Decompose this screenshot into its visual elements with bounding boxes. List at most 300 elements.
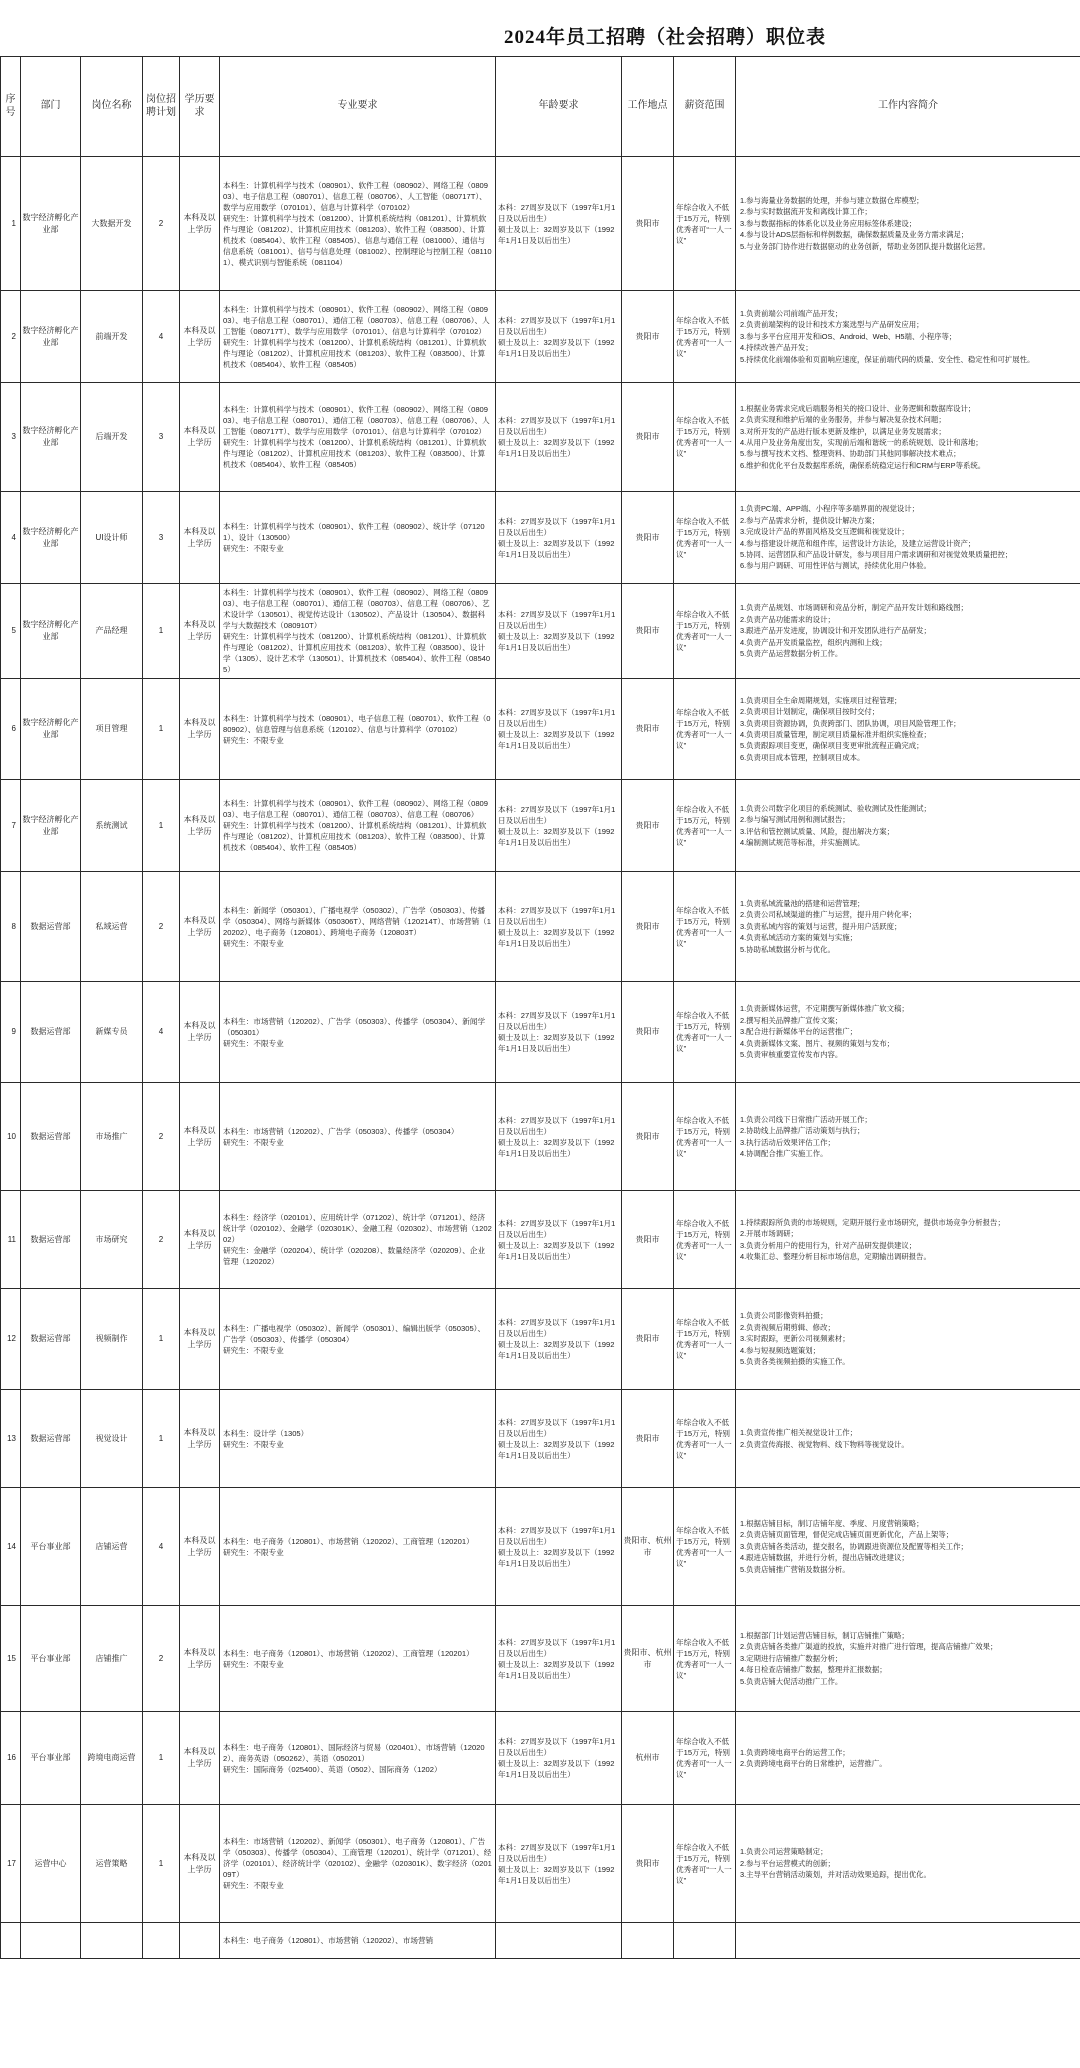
cell-place — [622, 1606, 674, 1712]
cell-place — [622, 1712, 674, 1805]
cell-age — [496, 872, 622, 982]
table-row — [1, 291, 1080, 383]
cell-place-text: 贵阳市、杭州市 — [623, 1535, 672, 1557]
cell-dept — [21, 780, 81, 872]
cell-no-text: 11 — [7, 1234, 16, 1244]
cell-no-text: 16 — [7, 1753, 16, 1763]
cell-edu-text: 本科及以上学历 — [183, 1328, 216, 1349]
cell-edu-text: 本科及以上学历 — [183, 1535, 216, 1557]
cell-count-text: 1 — [158, 1334, 164, 1344]
cell-salary — [674, 1712, 736, 1805]
cell-salary — [674, 1488, 736, 1606]
cell-duty — [736, 1191, 1080, 1289]
cell-no — [1, 1390, 21, 1488]
cell-dept — [21, 679, 81, 780]
cell-count-text: 2 — [158, 921, 164, 931]
cell-age — [496, 1712, 622, 1805]
cell-salary-text: 年综合收入不低于15万元，特别优秀者可“一人一议” — [676, 708, 732, 750]
cell-major-text: 本科生：电子商务（120801）、市场营销（120202）、工商管理（120201） 研究生：不限专业 — [223, 1648, 474, 1669]
cell-dept-text: 运营中心 — [34, 1858, 67, 1868]
cell-dept-text: 数字经济孵化产业部 — [22, 718, 79, 739]
table-row — [1, 1805, 1080, 1923]
cell-duty-text: 1.负责项目全生命周期规划，实施项目过程管理； 2.负责项目计划制定，确保项目按时交付； 3.负责项目资源协调，负责跨部门、团队协调，项目风险管理工作； 4.负责项目质量管理，制定项目质量标准并组织实施检查； 5.负责跟踪项目变更，确保项目变更审批流程正确完成； 6.负责项目成本管理，控制项目成本。 — [740, 695, 961, 762]
cell-no-text: 9 — [11, 1027, 16, 1037]
cell-edu — [180, 492, 220, 584]
cell-duty-text: 1.负责跨境电商平台的运营工作； 2.负责跨境电商平台的日常维护，运营推广。 — [740, 1747, 887, 1768]
cell-dept-text: 数字经济孵化产业部 — [22, 526, 79, 548]
cell-salary — [674, 982, 736, 1083]
cell-place-text: 贵阳市 — [635, 1334, 660, 1344]
cell-dept — [21, 872, 81, 982]
cell-position — [81, 157, 143, 291]
cell-salary — [674, 584, 736, 679]
cell-edu-text: 本科及以上学历 — [183, 212, 216, 234]
cell-major — [220, 780, 496, 872]
cell-place — [622, 1289, 674, 1390]
cell-place — [622, 383, 674, 492]
cell-position — [81, 872, 143, 982]
table-row — [1, 1289, 1080, 1390]
cell-position — [81, 1390, 143, 1488]
cell-dept — [21, 157, 81, 291]
table-row — [1, 1083, 1080, 1191]
cell-edu-text: 本科及以上学历 — [183, 426, 216, 447]
cell-count-text: 3 — [158, 532, 164, 542]
cell-edu-text: 本科及以上学历 — [183, 325, 216, 347]
cell-position — [81, 1923, 143, 1959]
cell-dept-text: 数据运营部 — [30, 1334, 71, 1344]
cell-major-text: 本科生：计算机科学与技术（080901）、软件工程（080902）、网络工程（080903）、电子信息工程（080701）、通信工程（080703）、信息工程（080706）、人工智能（080717T）、数学与应用数学（070101）、信息与计算科学（070102） 研究生：计算机科学与技术（081200）、计算机系统结构（081201）、计算机软件与理论（081202）、计算机应用技术（081203）、软件工程（083500）、计算机技术（085404）、软件工程（085405） — [223, 405, 490, 469]
cell-dept — [21, 982, 81, 1083]
cell-salary — [674, 157, 736, 291]
cell-age-text: 本科：27周岁及以下（1997年1月1日及以后出生） 硕士及以上：32周岁及以下（1992年1月1日及以后出生） — [498, 1417, 616, 1460]
cell-count-text: 1 — [158, 626, 164, 636]
cell-count — [143, 1488, 180, 1606]
cell-major — [220, 1712, 496, 1805]
cell-age-text: 本科：27周岁及以下（1997年1月1日及以后出生） 硕士及以上：32周岁及以下（1992年1月1日及以后出生） — [498, 1637, 616, 1680]
cell-salary-text: 年综合收入不低于15万元，特别优秀者可“一人一议” — [676, 905, 732, 948]
cell-edu — [180, 291, 220, 383]
cell-no-text: 7 — [11, 820, 16, 830]
table-row — [1, 492, 1080, 584]
cell-edu — [180, 872, 220, 982]
cell-position — [81, 584, 143, 679]
header-row — [1, 57, 1080, 157]
cell-salary-text: 年综合收入不低于15万元，特别优秀者可“一人一议” — [676, 1115, 732, 1158]
cell-position — [81, 780, 143, 872]
cell-dept — [21, 1923, 81, 1959]
cell-age-text: 本科：27周岁及以下（1997年1月1日及以后出生） 硕士及以上：32周岁及以下（1992年1月1日及以后出生） — [498, 1218, 616, 1261]
cell-count-text: 1 — [158, 1858, 164, 1868]
cell-salary — [674, 1923, 736, 1959]
cell-dept — [21, 1390, 81, 1488]
cell-no-text: 6 — [11, 724, 16, 734]
cell-count-text: 1 — [158, 1753, 164, 1763]
cell-edu-text: 本科及以上学历 — [183, 915, 216, 937]
cell-position — [81, 1712, 143, 1805]
cell-age — [496, 1289, 622, 1390]
cell-no-text: 4 — [11, 532, 16, 542]
cell-major — [220, 982, 496, 1083]
cell-duty — [736, 584, 1080, 679]
cell-duty-text: 1.负责公司线下日常推广活动开展工作； 2.协助线上品牌推广活动策划与执行； 3.执行活动后效果评估工作； 4.协调配合推广实施工作。 — [740, 1114, 872, 1158]
cell-count — [143, 157, 180, 291]
cell-duty-text: 1.负责公司运营策略制定； 2.参与平台运营模式的创新； 3.主导平台营销活动策划，并对活动效果追踪，提出优化。 — [740, 1847, 931, 1880]
cell-salary — [674, 679, 736, 780]
cell-age — [496, 1606, 622, 1712]
table-row — [1, 1488, 1080, 1606]
cell-edu-text: 本科及以上学历 — [183, 718, 216, 739]
header-major: 专业要求 — [220, 57, 496, 157]
cell-no — [1, 1289, 21, 1390]
cell-duty-text: 1.负责公司数字化项目的系统测试、验收测试及性能测试； 2.参与编写测试用例和测试报告； 3.评估和管控测试质量、风险，提出解决方案； 4.编制测试规范等标准，并实施测试。 — [740, 803, 931, 847]
cell-age-text: 本科：27周岁及以下（1997年1月1日及以后出生） 硕士及以上：32周岁及以下（1992年1月1日及以后出生） — [498, 1842, 616, 1885]
cell-position-text: 店铺推广 — [95, 1653, 128, 1663]
cell-no — [1, 1712, 21, 1805]
cell-dept — [21, 1289, 81, 1390]
cell-position — [81, 1083, 143, 1191]
cell-place-text: 贵阳市 — [635, 1027, 660, 1037]
cell-position — [81, 1488, 143, 1606]
cell-position-text: 前端开发 — [95, 331, 128, 341]
cell-major — [220, 1923, 496, 1959]
cell-duty-text: 1.负责前端公司前端产品开发； 2.负责前端架构的设计和技术方案选型与产品研发应用； 3.参与多平台应用开发和iOS、Android、Web、H5端、小程序等； 4.持续改善产品开发； 5.持续优化前端体验和页面响应速度，保证前端代码的质量、安全性、稳定性和可扩展性。 — [740, 308, 1035, 364]
cell-position — [81, 679, 143, 780]
cell-position — [81, 291, 143, 383]
cell-age — [496, 1191, 622, 1289]
cell-major — [220, 1191, 496, 1289]
cell-no — [1, 291, 21, 383]
header-edu: 学历要求 — [180, 57, 220, 157]
cell-count-text: 4 — [158, 1541, 164, 1551]
cell-dept-text: 平台事业部 — [30, 1753, 71, 1763]
cell-count-text: 4 — [158, 331, 164, 341]
cell-age — [496, 383, 622, 492]
cell-place-text: 贵阳市 — [635, 1858, 660, 1868]
cell-place-text: 贵阳市、杭州市 — [623, 1647, 672, 1669]
cell-dept-text: 数据运营部 — [30, 1027, 71, 1037]
cell-place-text: 贵阳市 — [635, 921, 660, 931]
cell-count — [143, 1390, 180, 1488]
cell-major — [220, 383, 496, 492]
cell-duty-text: 1.根据业务需求完成后端服务相关的接口设计、业务逻辑和数据库设计； 2.负责实现和维护后端的业务服务，并参与解决复杂技术问题； 3.对所开发的产品进行版本更新及维护，以满足业务发展需求； 4.从用户及业务角度出发，实现前后端和谐统一的系统规划、设计和落地； 5.参与撰写技术文档、整理资料、协助部门其他同事解决技术难点； 6.维护和优化平台及数据库系统，确保系统稳定运行和CRM与ERP等系统。 — [740, 403, 986, 470]
cell-duty — [736, 1805, 1080, 1923]
cell-place — [622, 872, 674, 982]
cell-major-text: 本科生：市场营销（120202）、新闻学（050301）、电子商务（120801）、广告学（050303）、传播学（050304）、工商管理（120201）、统计学（071201）、经济学（020101）、经济统计学（020102）、金融学（020301K）、数字经济（020109T） 研究生：不限专业 — [223, 1837, 492, 1890]
cell-place — [622, 1191, 674, 1289]
cell-age — [496, 1923, 622, 1959]
cell-major-text: 本科生：计算机科学与技术（080901）、软件工程（080902）、网络工程（080903）、电子信息工程（080701）、通信工程（080703）、信息工程（080706）、人工智能（080717T）、数学与应用数学（070101）、信息与计算科学（070102） 研究生：计算机科学与技术（081200）、计算机系统结构（081201）、计算机软件与理论（081202）、计算机应用技术（081203）、软件工程（083500）、计算机技术（085404）、软件工程（085405） — [223, 304, 490, 369]
cell-position — [81, 1606, 143, 1712]
cell-no — [1, 1805, 21, 1923]
cell-edu-text: 本科及以上学历 — [183, 1647, 216, 1669]
cell-major — [220, 1390, 496, 1488]
cell-count — [143, 383, 180, 492]
cell-edu-text: 本科及以上学历 — [183, 1747, 216, 1768]
cell-age-text: 本科：27周岁及以下（1997年1月1日及以后出生） 硕士及以上：32周岁及以下（1992年1月1日及以后出生） — [498, 708, 616, 750]
cell-age — [496, 780, 622, 872]
cell-count — [143, 492, 180, 584]
cell-duty — [736, 1488, 1080, 1606]
cell-no-text: 3 — [11, 432, 16, 442]
cell-place — [622, 584, 674, 679]
cell-salary — [674, 1083, 736, 1191]
table-row — [1, 1390, 1080, 1488]
header-position: 岗位名称 — [81, 57, 143, 157]
cell-edu — [180, 1289, 220, 1390]
cell-dept — [21, 492, 81, 584]
cell-major — [220, 1805, 496, 1923]
cell-edu — [180, 1191, 220, 1289]
cell-edu — [180, 157, 220, 291]
cell-count-text: 1 — [158, 724, 164, 734]
cell-edu — [180, 1606, 220, 1712]
table-row — [1, 872, 1080, 982]
cell-edu-text: 本科及以上学历 — [183, 1021, 216, 1042]
cell-major-text: 本科生：计算机科学与技术（080901）、电子信息工程（080701）、软件工程（080902）、信息管理与信息系统（120102）、信息与计算科学（070102） 研究生：不限专业 — [223, 713, 491, 745]
cell-age — [496, 492, 622, 584]
cell-age-text: 本科：27周岁及以下（1997年1月1日及以后出生） 硕士及以上：32周岁及以下（1992年1月1日及以后出生） — [498, 1737, 616, 1779]
cell-dept-text: 数字经济孵化产业部 — [22, 325, 79, 347]
cell-place — [622, 780, 674, 872]
cell-major-text: 本科生：广播电视学（050302）、新闻学（050301）、编辑出版学（050305）、广告学（050303）、传播学（050304） 研究生：不限专业 — [223, 1323, 486, 1355]
cell-major — [220, 679, 496, 780]
header-salary: 薪资范围 — [674, 57, 736, 157]
cell-duty — [736, 492, 1080, 584]
cell-duty — [736, 1390, 1080, 1488]
cell-position-text: 新媒专员 — [95, 1027, 128, 1037]
cell-edu-text: 本科及以上学历 — [183, 1427, 216, 1449]
cell-major-text: 本科生：新闻学（050301）、广播电视学（050302）、广告学（050303）、传播学（050304）、网络与新媒体（050306T）、网络营销（120214T）、市场营销（120202）、电子商务（120801）、跨境电子商务（120803T） 研究生：不限专业 — [223, 905, 491, 948]
cell-duty — [736, 1606, 1080, 1712]
cell-edu — [180, 982, 220, 1083]
cell-salary-text: 年综合收入不低于15万元，特别优秀者可“一人一议” — [676, 1637, 732, 1680]
cell-dept — [21, 1805, 81, 1923]
cell-dept-text: 数据运营部 — [30, 1234, 71, 1244]
cell-major-text: 本科生：计算机科学与技术（080901）、软件工程（080902）、网络工程（080903）、电子信息工程（080701）、通信工程（080703）、信息工程（080706） 研究生：计算机科学与技术（081200）、计算机系统结构（081201）、计算机软件与理论（081202）、计算机应用技术（081203）、软件工程（083500）、计算机技术（085404）、软件工程（085405） — [223, 799, 489, 852]
cell-position-text: 产品经理 — [95, 626, 128, 636]
cell-position — [81, 1805, 143, 1923]
cell-age-text: 本科：27周岁及以下（1997年1月1日及以后出生） 硕士及以上：32周岁及以下（1992年1月1日及以后出生） — [498, 416, 616, 458]
cell-count — [143, 1083, 180, 1191]
cell-place-text: 杭州市 — [635, 1753, 660, 1763]
header-age: 年龄要求 — [496, 57, 622, 157]
cell-no — [1, 1488, 21, 1606]
cell-age — [496, 982, 622, 1083]
cell-no-text: 8 — [11, 921, 16, 931]
cell-position-text: 运营策略 — [95, 1858, 128, 1868]
cell-count-text: 2 — [158, 218, 164, 228]
cell-count — [143, 1923, 180, 1959]
cell-age-text: 本科：27周岁及以下（1997年1月1日及以后出生） 硕士及以上：32周岁及以下（1992年1月1日及以后出生） — [498, 610, 616, 652]
cell-no-text: 14 — [7, 1541, 16, 1551]
cell-edu — [180, 1805, 220, 1923]
cell-salary — [674, 1191, 736, 1289]
cell-edu — [180, 780, 220, 872]
cell-age — [496, 679, 622, 780]
cell-position — [81, 982, 143, 1083]
cell-place-text: 贵阳市 — [635, 1234, 660, 1244]
cell-dept — [21, 1606, 81, 1712]
table-row — [1, 679, 1080, 780]
cell-no-text: 10 — [7, 1131, 16, 1141]
cell-no — [1, 982, 21, 1083]
cell-major-text: 本科生：市场营销（120202）、广告学（050303）、传播学（050304）、新闻学（050301） 研究生：不限专业 — [223, 1016, 486, 1048]
cell-major — [220, 872, 496, 982]
table-row — [1, 383, 1080, 492]
cell-no-text: 13 — [7, 1433, 16, 1443]
cell-salary-text: 年综合收入不低于15万元，特别优秀者可“一人一议” — [676, 1011, 732, 1053]
header-count: 岗位招聘计划 — [143, 57, 180, 157]
cell-edu-text: 本科及以上学历 — [183, 620, 216, 641]
cell-major-text: 本科生：电子商务（120801）、国际经济与贸易（020401）、市场营销（120202）、商务英语（050262）、英语（050201） 研究生：国际商务（025400）、英语（0502）、国际商务（1202） — [223, 1742, 485, 1774]
table-row — [1, 584, 1080, 679]
cell-salary — [674, 492, 736, 584]
cell-place — [622, 1805, 674, 1923]
cell-major-text: 本科生：计算机科学与技术（080901）、软件工程（080902）、统计学（071201）、设计（130500） 研究生：不限专业 — [223, 522, 485, 553]
cell-age — [496, 291, 622, 383]
cell-salary-text: 年综合收入不低于15万元，特别优秀者可“一人一议” — [676, 1525, 732, 1568]
cell-count — [143, 1191, 180, 1289]
page-title: 2024年员工招聘（社会招聘）职位表 — [503, 27, 826, 48]
cell-no — [1, 679, 21, 780]
cell-place-text: 贵阳市 — [635, 432, 660, 442]
cell-duty-text: 1.参与海量业务数据的处理，并参与建立数据仓库模型； 2.参与实时数据流开发和离线计算工作； 3.参与数据指标的体系化以及业务应用标签体系建设； 4.参与设计ADS层指标和样例数据，确保数据质量及业务方需求满足； 5.与业务部门协作进行数据驱动的业务创新，帮助业务团队提升数据化运营。 — [740, 195, 991, 251]
cell-place — [622, 291, 674, 383]
cell-age-text: 本科：27周岁及以下（1997年1月1日及以后出生） 硕士及以上：32周岁及以下（1992年1月1日及以后出生） — [498, 202, 616, 245]
cell-major — [220, 584, 496, 679]
cell-count-text: 1 — [158, 820, 164, 830]
cell-place-text: 贵阳市 — [635, 820, 660, 830]
cell-place-text: 贵阳市 — [635, 724, 660, 734]
cell-age-text: 本科：27周岁及以下（1997年1月1日及以后出生） 硕士及以上：32周岁及以下（1992年1月1日及以后出生） — [498, 905, 616, 948]
cell-dept-text: 数据运营部 — [30, 1433, 71, 1443]
cell-major — [220, 1083, 496, 1191]
cell-major — [220, 1488, 496, 1606]
cell-edu-text: 本科及以上学历 — [183, 1125, 216, 1147]
cell-position-text: 系统测试 — [95, 820, 128, 830]
cell-salary-text: 年综合收入不低于15万元，特别优秀者可“一人一议” — [676, 1737, 732, 1779]
cell-major-text: 本科生：计算机科学与技术（080901）、软件工程（080902）、网络工程（080903）、电子信息工程（080701）、通信工程（080703）、信息工程（080706）、艺术设计学（130501）、视觉传达设计（130502）、产品设计（130504）、数据科学与大数据技术（080910T） 研究生：计算机科学与技术（081200）、计算机系统结构（081201）、计算机软件与理论（081202）、计算机应用技术（081203）、软件工程（083500）、设计学（1305）、设计艺术学（130501）、计算机技术（085404）、软件工程（085405） — [223, 588, 491, 674]
cell-duty — [736, 982, 1080, 1083]
cell-no — [1, 1191, 21, 1289]
cell-age-text: 本科：27周岁及以下（1997年1月1日及以后出生） 硕士及以上：32周岁及以下（1992年1月1日及以后出生） — [498, 1525, 616, 1568]
cell-dept-text: 平台事业部 — [30, 1541, 71, 1551]
cell-count-text: 1 — [158, 1433, 164, 1443]
cell-duty — [736, 1712, 1080, 1805]
table-row — [1, 1923, 1080, 1959]
cell-duty — [736, 157, 1080, 291]
cell-no-text: 12 — [7, 1334, 16, 1344]
cell-age-text: 本科：27周岁及以下（1997年1月1日及以后出生） 硕士及以上：32周岁及以下（1992年1月1日及以后出生） — [498, 1115, 616, 1158]
cell-edu — [180, 1488, 220, 1606]
cell-no-text: 15 — [7, 1653, 16, 1663]
cell-edu-text: 本科及以上学历 — [183, 1228, 216, 1250]
cell-no-text: 2 — [11, 331, 16, 341]
table-row — [1, 982, 1080, 1083]
cell-dept — [21, 584, 81, 679]
cell-count — [143, 780, 180, 872]
cell-duty — [736, 1923, 1080, 1959]
cell-age-text: 本科：27周岁及以下（1997年1月1日及以后出生） 硕士及以上：32周岁及以下（1992年1月1日及以后出生） — [498, 1318, 616, 1360]
cell-duty-text: 1.负责PC端、APP端、小程序等多端界面的视觉设计； 2.参与产品需求分析，提供设计解决方案； 3.完成设计产品的界面风格及交互逻辑和视觉设计； 4.参与搭建设计规范和组件库，运营设计方法论，及建立运营设计资产； 5.协同、运营团队和产品设计研发，参与项目用户需求调研和对视觉效果质量把控； 6.参与用户调研、可用性评估与测试，持续优化用户体验。 — [740, 504, 1013, 571]
cell-salary — [674, 1606, 736, 1712]
cell-age — [496, 584, 622, 679]
cell-salary — [674, 780, 736, 872]
cell-count-text: 3 — [158, 432, 164, 442]
cell-duty — [736, 1083, 1080, 1191]
cell-dept — [21, 1488, 81, 1606]
job-table — [0, 56, 1080, 1959]
cell-salary-text: 年综合收入不低于15万元，特别优秀者可“一人一议” — [676, 1318, 732, 1360]
cell-place — [622, 1083, 674, 1191]
cell-no — [1, 584, 21, 679]
cell-place-text: 贵阳市 — [635, 331, 660, 341]
cell-edu — [180, 1083, 220, 1191]
cell-major — [220, 1289, 496, 1390]
cell-place — [622, 982, 674, 1083]
cell-age-text: 本科：27周岁及以下（1997年1月1日及以后出生） 硕士及以上：32周岁及以下（1992年1月1日及以后出生） — [498, 804, 616, 847]
cell-salary-text: 年综合收入不低于15万元，特别优秀者可“一人一议” — [676, 516, 732, 559]
cell-position-text: 私域运营 — [95, 921, 128, 931]
cell-no — [1, 492, 21, 584]
cell-dept-text: 数据运营部 — [30, 921, 71, 931]
cell-count — [143, 584, 180, 679]
cell-count — [143, 1606, 180, 1712]
cell-place-text: 贵阳市 — [635, 626, 660, 636]
cell-count — [143, 679, 180, 780]
table-row — [1, 157, 1080, 291]
cell-position-text: 跨境电商运营 — [87, 1753, 136, 1763]
cell-dept-text: 数字经济孵化产业部 — [22, 212, 79, 234]
cell-duty-text: 1.负责新媒体运营，不定期撰写新媒体推广软文稿； 2.撰写相关品牌推广宣传文案； 3.配合进行新媒体平台的运营推广； 4.负责新媒体文案、图片、视频的策划与发布； 5.负责审核重要宣传发布内容。 — [740, 1004, 909, 1060]
cell-salary-text: 年综合收入不低于15万元，特别优秀者可“一人一议” — [676, 416, 732, 458]
cell-duty — [736, 383, 1080, 492]
table-row — [1, 1191, 1080, 1289]
cell-duty-text: 1.负责宣传推广相关视觉设计工作； 2.负责宣传海报、视觉物料、线下物料等视觉设计。 — [740, 1428, 909, 1449]
header-duty: 工作内容简介 — [736, 57, 1080, 157]
cell-edu-text: 本科及以上学历 — [183, 814, 216, 836]
cell-major-text: 本科生：计算机科学与技术（080901）、软件工程（080902）、网络工程（080903）、电子信息工程（080701）、信息工程（080706）、人工智能（080717T）、数学与应用数学（070101）、信息与计算科学（070102） 研究生：计算机科学与技术（081200）、计算机系统结构（081201）、计算机软件与理论（081202）、计算机应用技术（081203）、软件工程（083500）、计算机技术（085404）、软件工程（085405）、信息与通信工程（081000）、通信与信息系统（081001）、信号与信息处理（081002）、控制理论与控制工程（081101）、模式识别与智能系统（081104） — [223, 180, 492, 267]
cell-position-text: 店铺运营 — [95, 1541, 128, 1551]
cell-dept — [21, 291, 81, 383]
cell-salary-text: 年综合收入不低于15万元，特别优秀者可“一人一议” — [676, 1417, 732, 1460]
cell-count — [143, 1712, 180, 1805]
cell-place — [622, 1923, 674, 1959]
cell-duty — [736, 872, 1080, 982]
cell-duty — [736, 291, 1080, 383]
cell-count-text: 2 — [158, 1234, 164, 1244]
cell-position — [81, 383, 143, 492]
cell-dept — [21, 1191, 81, 1289]
cell-edu — [180, 383, 220, 492]
cell-count — [143, 982, 180, 1083]
cell-edu — [180, 1390, 220, 1488]
cell-position — [81, 492, 143, 584]
cell-place — [622, 1390, 674, 1488]
cell-count-text: 4 — [158, 1027, 164, 1037]
cell-no — [1, 383, 21, 492]
cell-major-text: 本科生：设计学（1305） 研究生：不限专业 — [223, 1428, 309, 1449]
cell-count-text: 2 — [158, 1653, 164, 1663]
cell-dept — [21, 383, 81, 492]
cell-place-text: 贵阳市 — [635, 218, 660, 228]
cell-salary — [674, 383, 736, 492]
cell-edu — [180, 1923, 220, 1959]
cell-age-text: 本科：27周岁及以下（1997年1月1日及以后出生） 硕士及以上：32周岁及以下（1992年1月1日及以后出生） — [498, 1011, 616, 1053]
cell-no-text: 5 — [11, 626, 16, 636]
cell-position-text: 视频制作 — [95, 1334, 128, 1344]
